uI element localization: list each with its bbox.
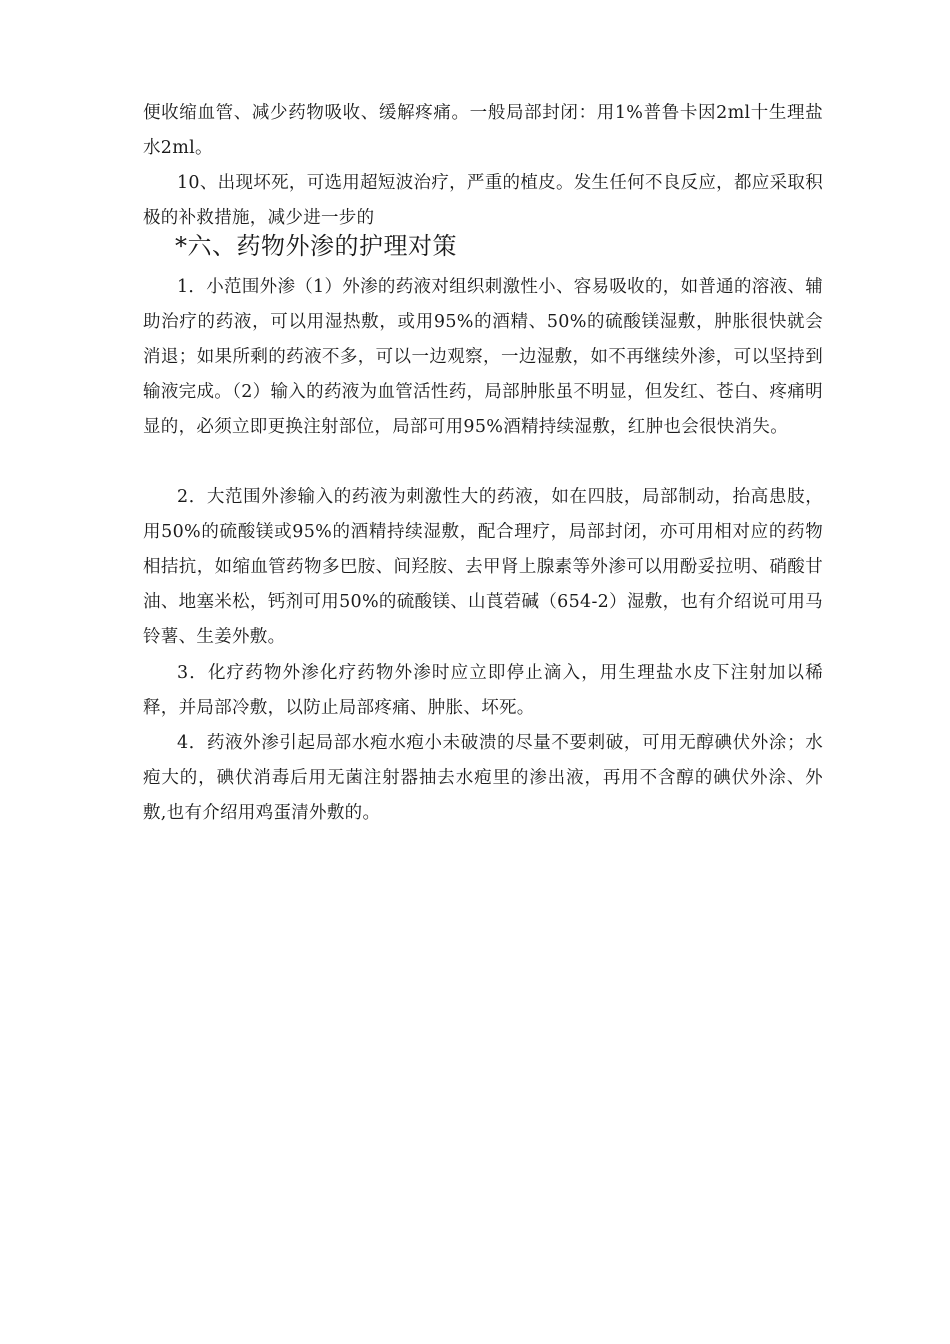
paragraph-item-1: 1．小范围外渗（1）外渗的药液对组织刺激性小、容易吸收的，如普通的溶液、辅助治疗的药液，可以用湿热敷，或用95%的酒精、50%的硫酸镁湿敷，肿胀很快就会消退；如果所剩的药液不多，可以一边观察，一边湿敷，如不再继续外渗，可以坚持到输液完成。（2）输入的药液为血管活性药，局部肿胀虽不明显，但发红、苍白、疼痛明显的，必须立即更换注射部位，局部可用95%酒精持续湿敷，红肿也会很快消失。 xyxy=(143,277,823,437)
paragraph-item-4: 4．药液外渗引起局部水疱水疱小未破溃的尽量不要刺破，可用无醇碘伏外涂；水疱大的，碘伏消毒后用无菌注射器抽去水疱里的渗出液，再用不含醇的碘伏外涂、外敷,也有介绍用鸡蛋清外敷的。 xyxy=(143,733,823,823)
paragraph-item-3: 3．化疗药物外渗化疗药物外渗时应立即停止滴入，用生理盐水皮下注射加以稀释，并局部冷敷，以防止局部疼痛、肿胀、坏死。 xyxy=(143,663,823,718)
paragraph-item-10: 10、出现坏死，可选用超短波治疗，严重的植皮。发生任何不良反应，都应采取积极的补救措施，减少进一步的 xyxy=(143,173,823,228)
section-heading: *六、药物外渗的护理对策 xyxy=(175,232,457,260)
paragraph-continuation: 便收缩血管、减少药物吸收、缓解疼痛。一般局部封闭：用1%普鲁卡因2ml十生理盐水2ml。 xyxy=(143,103,823,158)
paragraph-item-2: 2．大范围外渗输入的药液为刺激性大的药液，如在四肢，局部制动，抬高患肢，用50%的硫酸镁或95%的酒精持续湿敷，配合理疗，局部封闭，亦可用相对应的药物相拮抗，如缩血管药物多巴胺、间羟胺、去甲肾上腺素等外渗可以用酚妥拉明、硝酸甘油、地塞米松，钙剂可用50%的硫酸镁、山莨菪碱（654-2）湿敷，也有介绍说可用马铃薯、生姜外敷。 xyxy=(143,487,823,647)
